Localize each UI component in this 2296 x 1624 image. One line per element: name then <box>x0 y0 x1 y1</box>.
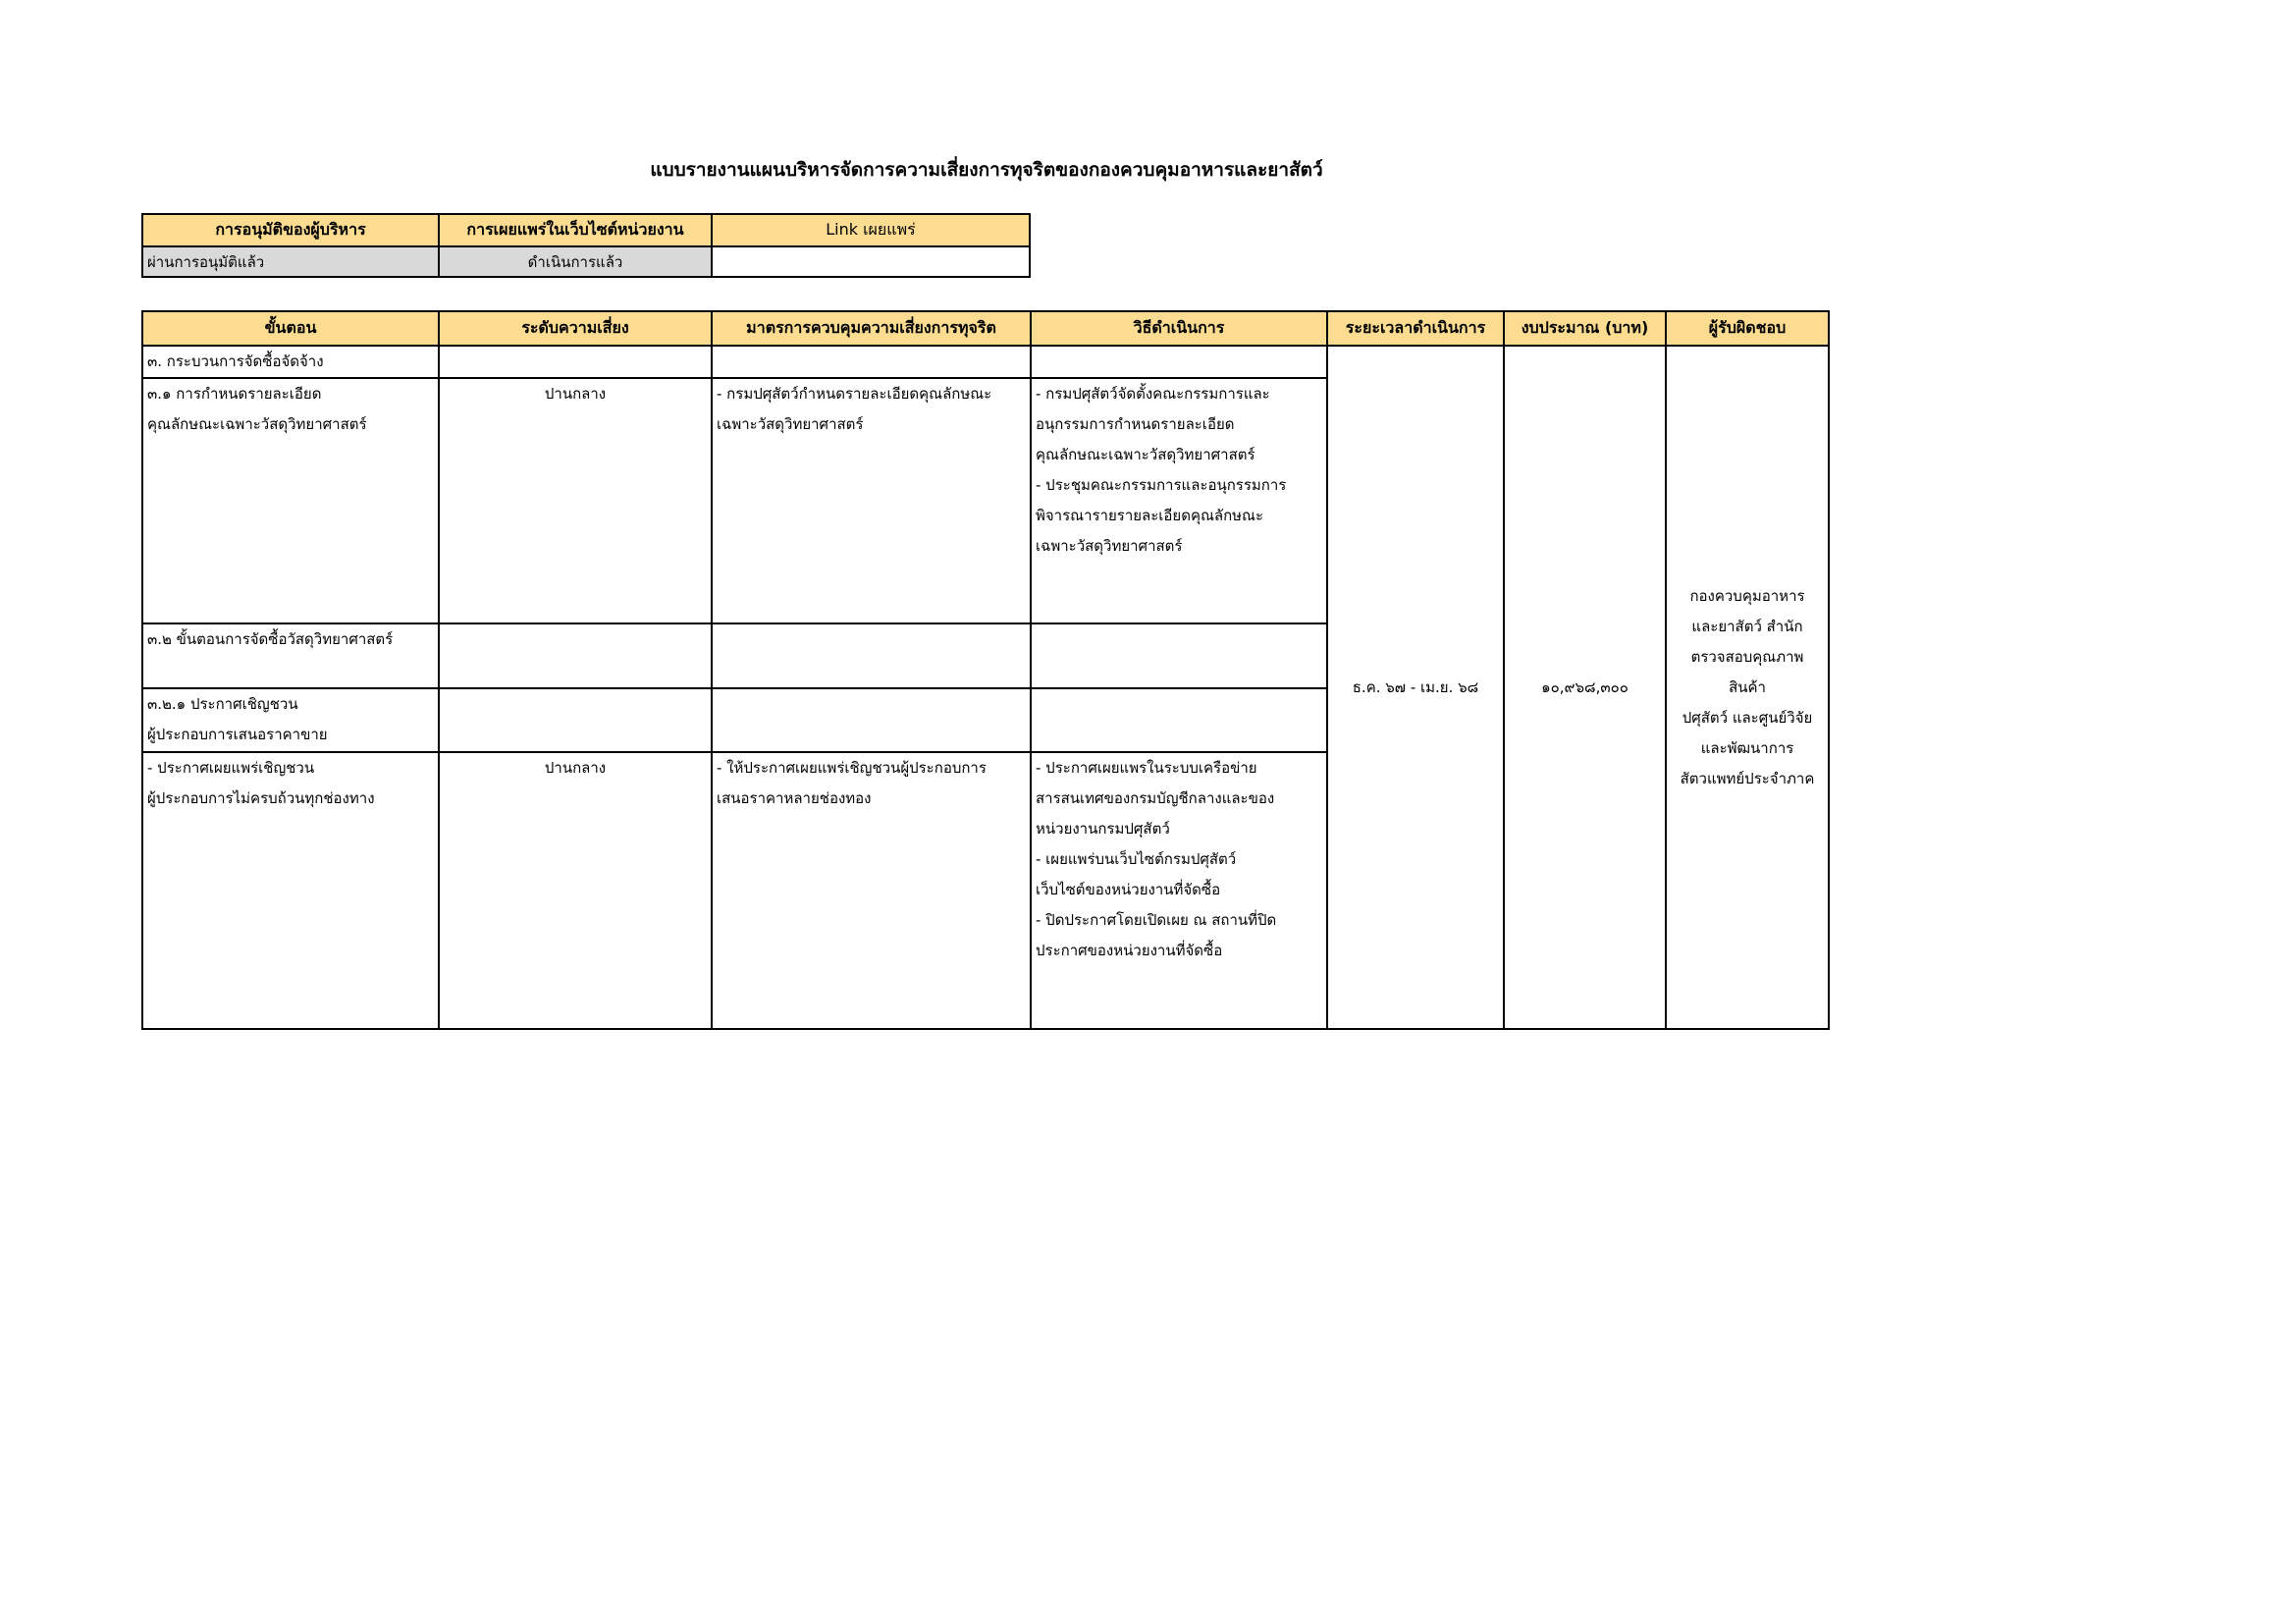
header-measure: มาตรการควบคุมความเสี่ยงการทุจริต <box>712 311 1031 346</box>
section-title: ๓. กระบวนการจัดซื้อจัดจ้าง <box>142 346 439 378</box>
approval-header: การอนุมัติของผู้บริหาร <box>142 214 439 246</box>
link-value <box>712 246 1030 277</box>
measure-cell: - กรมปศุสัตว์กำหนดรายละเอียดคุณลักษณะ เฉพาะวัสดุวิทยาศาสตร์ <box>712 378 1031 623</box>
step-cell: ๓.๑ การกำหนดรายละเอียด คุณลักษณะเฉพาะวัสดุวิทยาศาสตร์ <box>142 378 439 623</box>
method-cell <box>1031 688 1327 752</box>
header-period: ระยะเวลาดำเนินการ <box>1327 311 1504 346</box>
risk-plan-table <box>141 310 1830 1030</box>
method-cell: - กรมปศุสัตว์จัดตั้งคณะกรรมการและ อนุกรรมการกำหนดรายละเอียด คุณลักษณะเฉพาะวัสดุวิทยาศาสตร์ - ประชุมคณะกรรมการและอนุกรรมการ พิจารณารายรายละเอียดคุณลักษณะ เฉพาะวัสดุวิทยาศาสตร์ <box>1031 378 1327 623</box>
method-cell: - ประกาศเผยแพรในระบบเครือข่าย สารสนเทศของกรมบัญชีกลางและของ หน่วยงานกรมปศุสัตว์ - เผยแพร่บนเว็บไซต์กรมปศุสัตว์ เว็บไซต์ของหน่วยงานที่จัดซื้อ - ปิดประกาศโดยเปิดเผย ณ สถานที่ปิด ประกาศของหน่วยงานที่จัดซื้อ <box>1031 752 1327 1029</box>
period-cell: ธ.ค. ๖๗ - เม.ย. ๖๘ <box>1327 346 1504 1029</box>
measure-cell <box>712 623 1031 688</box>
header-responsible: ผู้รับผิดชอบ <box>1666 311 1829 346</box>
step-cell: ๓.๒ ขั้นตอนการจัดซื้อวัสดุวิทยาศาสตร์ <box>142 623 439 688</box>
budget-cell: ๑๐,๙๖๘,๓๐๐ <box>1504 346 1666 1029</box>
risk-cell <box>439 623 712 688</box>
measure-cell: - ให้ประกาศเผยแพร่เชิญชวนผู้ประกอบการ เสนอราคาหลายช่องทอง <box>712 752 1031 1029</box>
risk-cell <box>439 688 712 752</box>
risk-cell: ปานกลาง <box>439 752 712 1029</box>
header-budget: งบประมาณ (บาท) <box>1504 311 1666 346</box>
approval-table <box>141 213 1031 278</box>
approval-value: ผ่านการอนุมัติแล้ว <box>142 246 439 277</box>
step-cell: - ประกาศเผยแพร่เชิญชวน ผู้ประกอบการไม่ครบถ้วนทุกช่องทาง <box>142 752 439 1029</box>
method-cell <box>1031 623 1327 688</box>
measure-cell <box>712 688 1031 752</box>
risk-cell: ปานกลาง <box>439 378 712 623</box>
header-step: ขั้นตอน <box>142 311 439 346</box>
header-risk-level: ระดับความเสี่ยง <box>439 311 712 346</box>
publish-header: การเผยแพร่ในเว็บไซต์หน่วยงาน <box>439 214 712 246</box>
link-header: Link เผยแพร่ <box>712 214 1030 246</box>
responsible-cell: กองควบคุมอาหาร และยาสัตว์ สำนัก ตรวจสอบคุณภาพ สินค้า ปศุสัตว์ และศูนย์วิจัย และพัฒนาการ สัตวแพทย์ประจำภาค <box>1666 346 1829 1029</box>
table-row <box>142 346 1829 378</box>
publish-value: ดำเนินการแล้ว <box>439 246 712 277</box>
step-cell: ๓.๒.๑ ประกาศเชิญชวน ผู้ประกอบการเสนอราคาขาย <box>142 688 439 752</box>
page-title: แบบรายงานแผนบริหารจัดการความเสี่ยงการทุจริตของกองควบคุมอาหารและยาสัตว์ <box>650 159 1323 181</box>
header-method: วิธีดำเนินการ <box>1031 311 1327 346</box>
